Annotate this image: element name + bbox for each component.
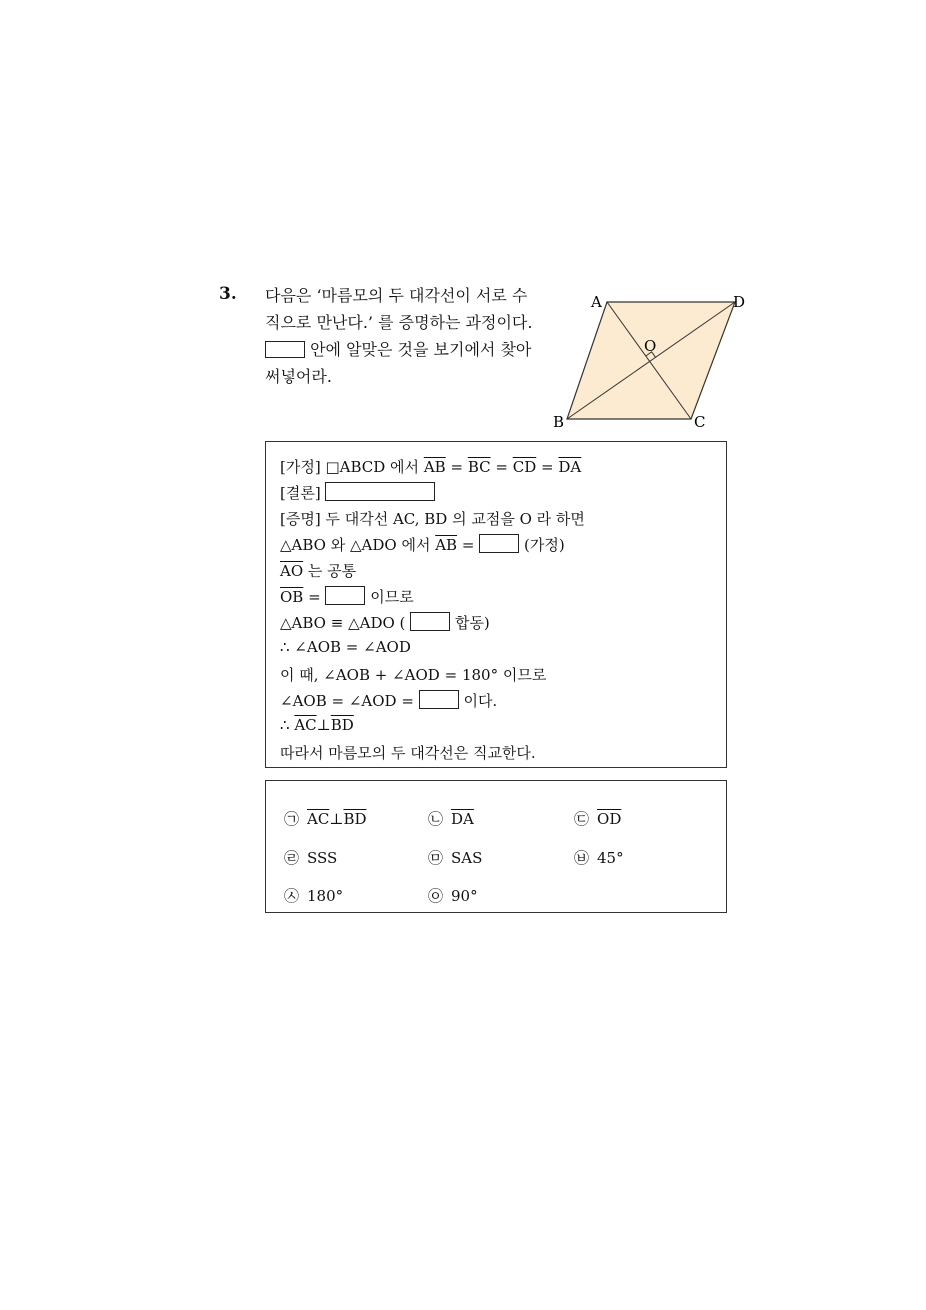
proof-line-angle-value: ∠AOB = ∠AOD = 이다. [280,692,498,710]
option-7[interactable]: ㉦ 180° [284,887,344,905]
angle-blank[interactable] [419,690,459,709]
proof-line-ob: $\overline{OB}$ = 이므로 [280,588,414,606]
proof-conclusion: [결론] [280,482,435,503]
label-b: B [553,413,565,431]
proof-line-angles-equal: ∴ ∠AOB = ∠AOD [280,638,411,656]
conclusion-blank[interactable] [325,482,435,501]
proof-line-common: $\overline{AO}$ 는 공통 [280,562,357,580]
ab-equals-blank[interactable] [479,534,519,553]
proof-line-congruence: △ABO ≡ △ADO ( 합동) [280,614,490,632]
proof-intro: [증명] 두 대각선 AC, BD 의 교점을 O 라 하면 [280,510,585,528]
option-5[interactable]: ㉤ SAS [428,849,483,867]
label-a: A [591,293,602,311]
option-3[interactable]: ㉢ $\overline{OD}$ [574,810,622,828]
option-4[interactable]: ㉣ SSS [284,849,338,867]
congruence-blank[interactable] [410,612,450,631]
proof-line-angle-sum: 이 때, ∠AOB + ∠AOD = 180° 이므로 [280,666,547,684]
question-number: 3. [219,284,237,304]
ob-equals-blank[interactable] [325,586,365,605]
question-line-1: 다음은 ‘마름모의 두 대각선이 서로 수 [265,286,528,305]
options-box [265,780,727,913]
proof-line-perpendicular: ∴ $\overline{AC}\perp\overline{BD}$ [280,716,354,734]
label-c: C [694,413,706,431]
option-6[interactable]: ㉥ 45° [574,849,624,867]
label-d: D [733,293,746,311]
proof-assumption: [가정] □ABCD 에서 $\overline{AB} = \overline{BC} = \overline{CD} = \overline{DA}$ [280,458,582,476]
question-text [265,282,540,390]
proof-line-triangles: △ABO 와 △ADO 에서 $\overline{AB}$ = (가정) [280,536,565,554]
rhombus-diagram [545,290,755,435]
option-2[interactable]: ㉡ $\overline{DA}$ [428,810,474,828]
label-o: O [644,337,657,355]
question-line-3: 안에 알맞은 것을 보기에서 찾아 [265,336,540,363]
question-line-4: 써넣어라. [265,367,332,386]
proof-line-final: 따라서 마름모의 두 대각선은 직교한다. [280,744,536,762]
proof-box [265,441,727,768]
question-line-2: 직으로 만난다.’ 를 증명하는 과정이다. [265,313,533,332]
option-8[interactable]: ㉧ 90° [428,887,478,905]
sample-blank-box [265,341,305,358]
option-1[interactable]: ㉠ $\overline{AC}\perp\overline{BD}$ [284,810,367,828]
